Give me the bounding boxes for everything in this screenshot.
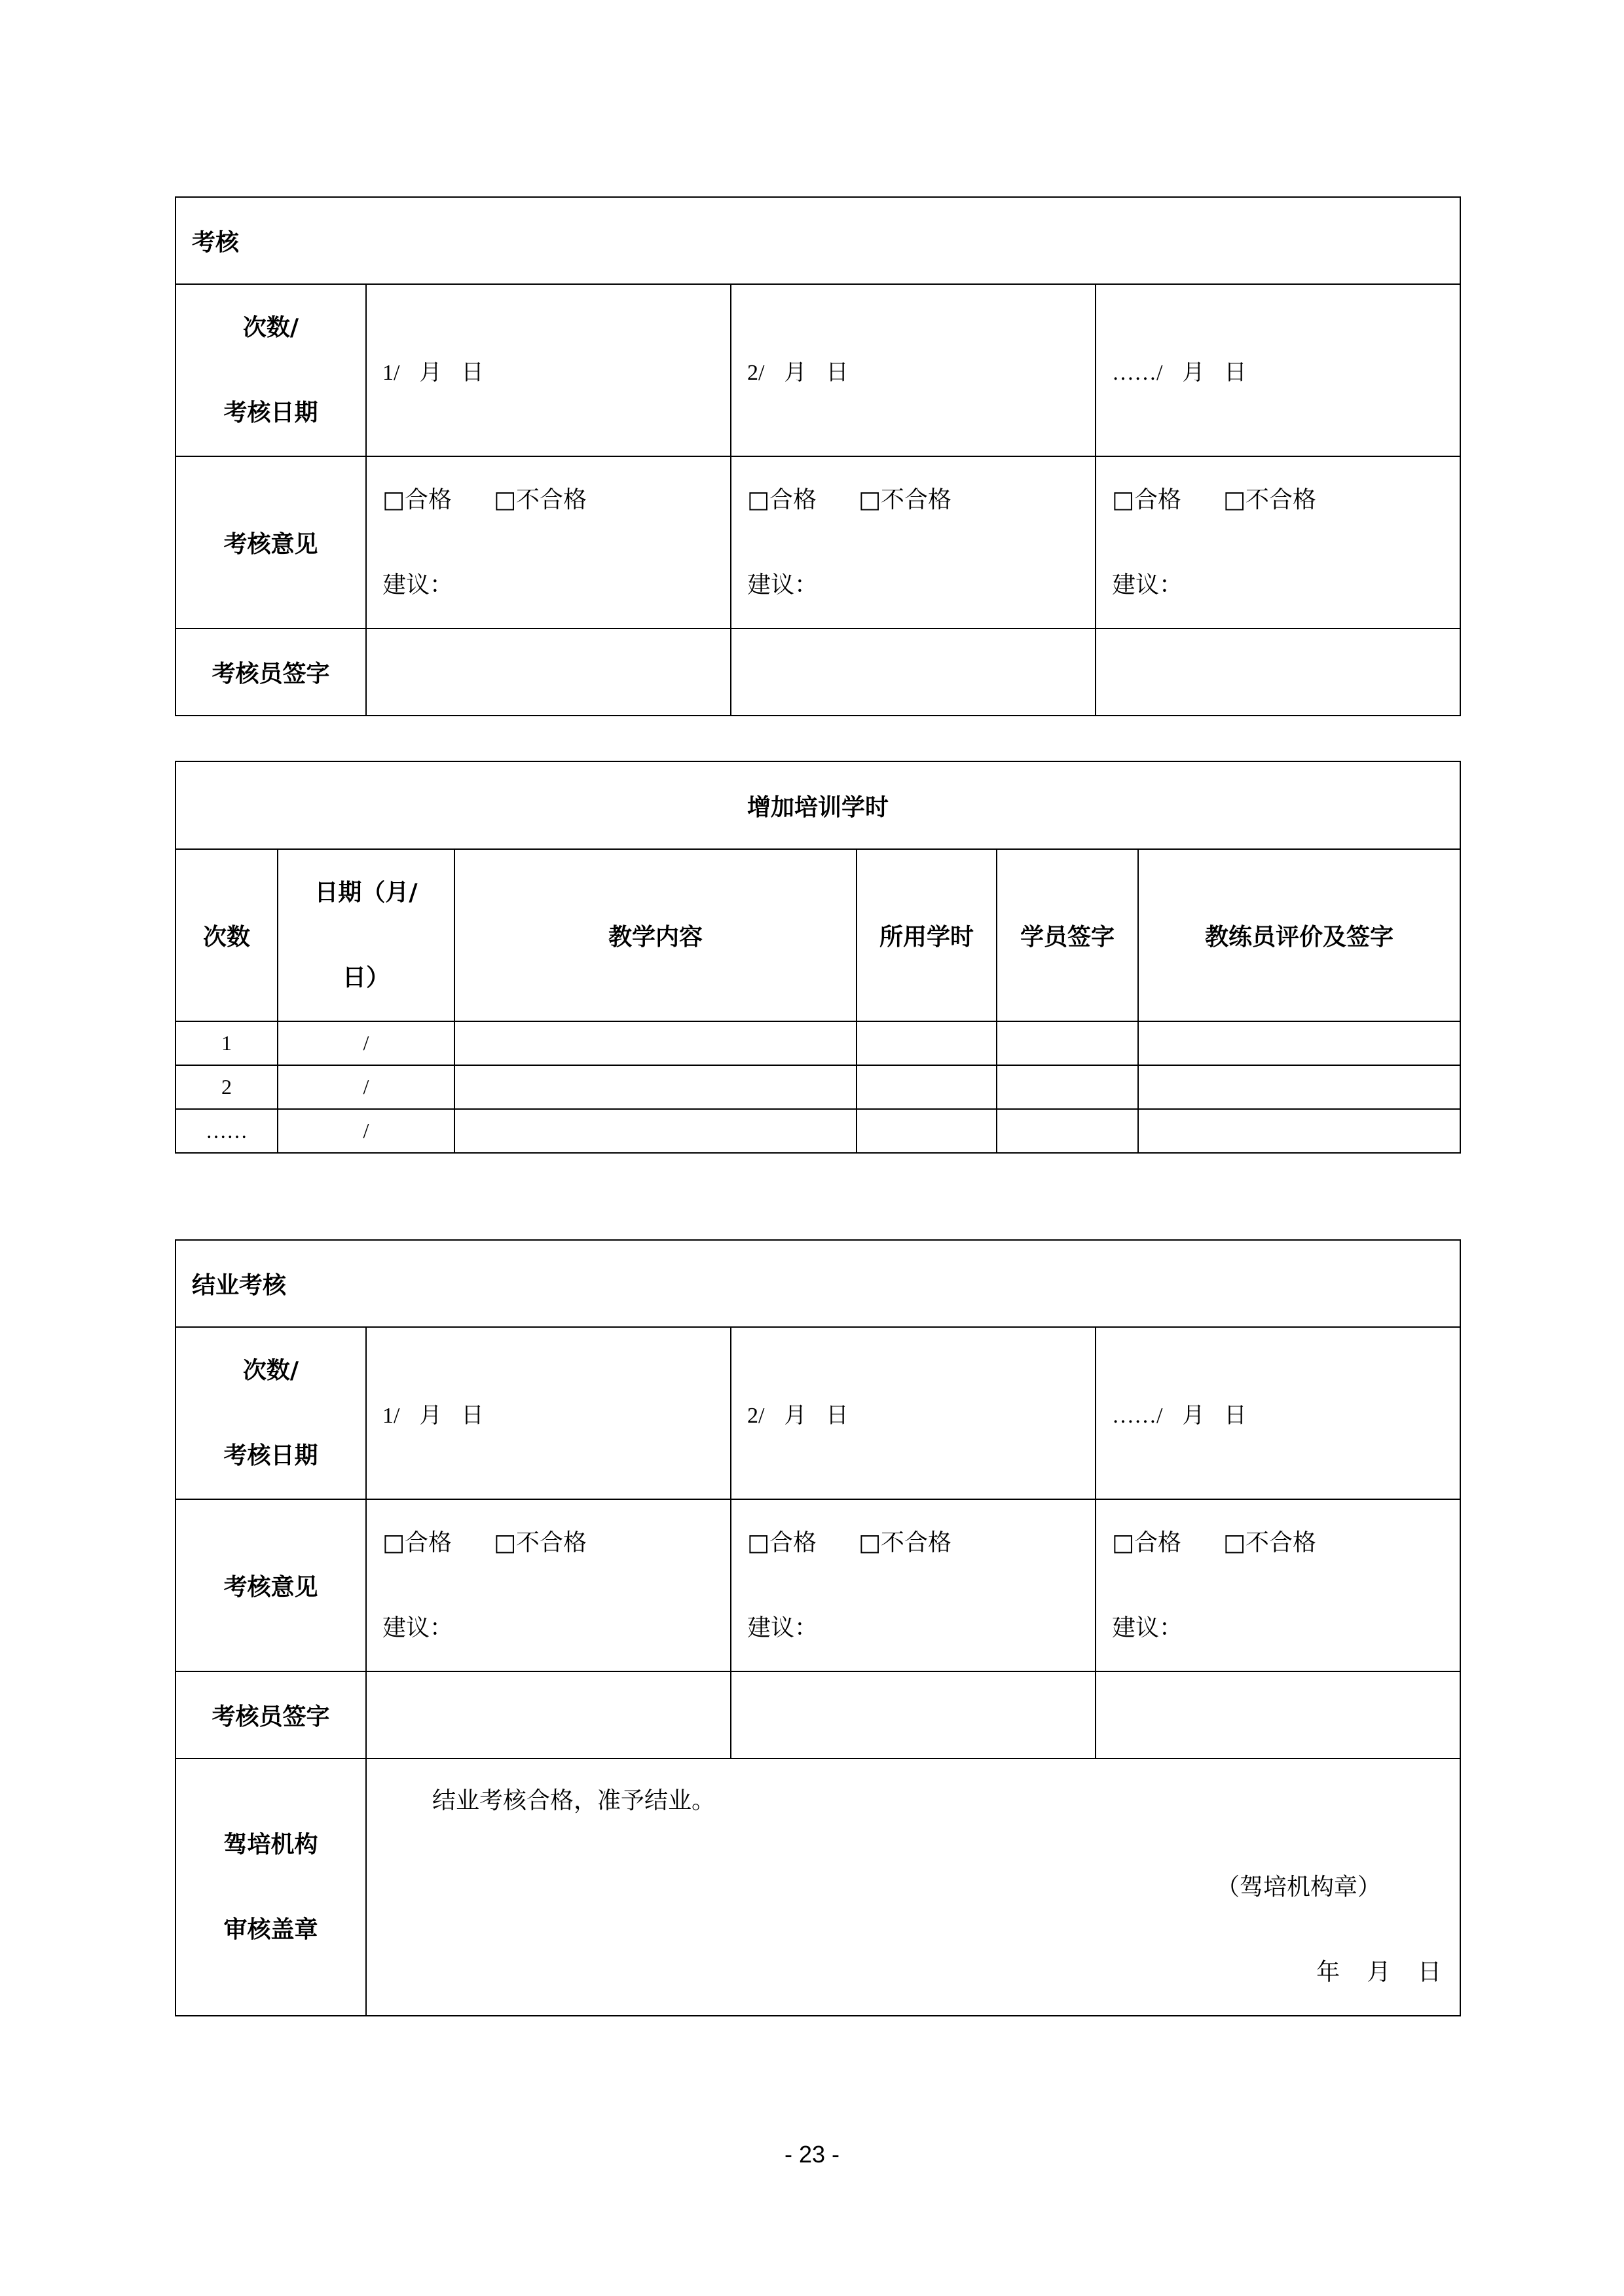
final-date-index: 1/	[382, 1404, 400, 1428]
final-org-stamp-cell[interactable]	[366, 1758, 1460, 2016]
extra-section-title: 增加培训学时	[175, 761, 1460, 849]
extra-row-hours[interactable]	[857, 1065, 997, 1109]
final-opinion-cell-2[interactable]	[731, 1499, 1096, 1671]
extra-header-student-sign: 学员签字	[997, 849, 1138, 1021]
final-date-month: 月	[419, 1404, 442, 1428]
exam-opinion-cell-3[interactable]	[1096, 456, 1460, 629]
extra-row-content[interactable]	[454, 1065, 857, 1109]
suggestion-label: 建议：	[747, 1614, 819, 1641]
final-signature-cell-3[interactable]	[1096, 1671, 1460, 1758]
final-signature-cell-2[interactable]	[731, 1671, 1096, 1758]
extra-row-coach-sign[interactable]	[1138, 1065, 1460, 1109]
final-date-day: 日	[1224, 1404, 1247, 1428]
final-exam-table	[175, 1239, 1461, 2016]
final-date-cell-3[interactable]	[1096, 1327, 1460, 1499]
extra-row-count: ……	[175, 1109, 278, 1153]
exam-date-day: 日	[826, 361, 849, 385]
extra-row-student-sign[interactable]	[997, 1021, 1138, 1065]
final-statement: 结业考核合格，准予结业。	[432, 1787, 716, 1814]
exam-date-month: 月	[1182, 361, 1205, 385]
fail-checkbox[interactable]: □不合格	[1223, 1529, 1317, 1556]
pass-checkbox[interactable]: □合格	[1112, 1529, 1182, 1556]
final-org-label	[175, 1758, 366, 2016]
exam-opinion-cell-1[interactable]	[366, 456, 731, 629]
extra-header-coach-sign: 教练员评价及签字	[1138, 849, 1460, 1021]
exam-date-label-line2: 考核日期	[223, 399, 318, 426]
final-date-day: 日	[826, 1404, 849, 1428]
final-section-title: 结业考核	[175, 1240, 1460, 1327]
pass-checkbox[interactable]: □合格	[382, 1529, 452, 1556]
exam-date-cell-3[interactable]	[1096, 284, 1460, 456]
final-date-index: 2/	[747, 1404, 765, 1428]
table-row	[175, 1065, 1460, 1109]
pass-checkbox[interactable]: □合格	[747, 1529, 817, 1556]
exam-signer-label: 考核员签字	[175, 629, 366, 716]
extra-row-hours[interactable]	[857, 1021, 997, 1065]
final-date-day: 日	[461, 1404, 484, 1428]
final-date-month: 月	[784, 1404, 807, 1428]
extra-row-date[interactable]: /	[278, 1065, 454, 1109]
exam-date-index: ……/	[1112, 361, 1163, 385]
final-date-label-line2: 考核日期	[223, 1442, 318, 1469]
page-number: - 23 -	[784, 2141, 840, 2168]
table-row	[175, 1109, 1460, 1153]
extra-header-date	[278, 849, 454, 1021]
final-date-index: ……/	[1112, 1404, 1163, 1428]
fail-checkbox[interactable]: □不合格	[494, 486, 587, 513]
final-date-cell-2[interactable]	[731, 1327, 1096, 1499]
exam-opinion-cell-2[interactable]	[731, 456, 1096, 629]
final-date-label-line1: 次数/	[242, 1357, 299, 1384]
pass-checkbox[interactable]: □合格	[382, 486, 452, 513]
final-org-label-line2: 审核盖章	[223, 1916, 318, 1943]
suggestion-label: 建议：	[382, 571, 454, 598]
extra-row-student-sign[interactable]	[997, 1109, 1138, 1153]
extra-row-date[interactable]: /	[278, 1109, 454, 1153]
suggestion-label: 建议：	[1112, 1614, 1183, 1641]
exam-date-cell-2[interactable]	[731, 284, 1096, 456]
suggestion-label: 建议：	[1112, 571, 1183, 598]
final-opinion-cell-1[interactable]	[366, 1499, 731, 1671]
final-seal-label: （驾培机构章）	[1216, 1873, 1382, 1901]
exam-date-month: 月	[784, 361, 807, 385]
extra-row-content[interactable]	[454, 1021, 857, 1065]
final-date-cell-1[interactable]	[366, 1327, 731, 1499]
final-opinion-cell-3[interactable]	[1096, 1499, 1460, 1671]
exam-date-day: 日	[461, 361, 484, 385]
suggestion-label: 建议：	[382, 1614, 454, 1641]
exam-date-day: 日	[1224, 361, 1247, 385]
exam-date-index: 1/	[382, 361, 400, 385]
extra-row-student-sign[interactable]	[997, 1065, 1138, 1109]
fail-checkbox[interactable]: □不合格	[1223, 486, 1317, 513]
extra-header-date-line1: 日期（月/	[314, 879, 418, 906]
exam-date-cell-1[interactable]	[366, 284, 731, 456]
exam-signature-cell-1[interactable]	[366, 629, 731, 716]
extra-header-count: 次数	[175, 849, 278, 1021]
pass-checkbox[interactable]: □合格	[1112, 486, 1182, 513]
exam-date-label-line1: 次数/	[242, 314, 299, 341]
extra-row-date[interactable]: /	[278, 1021, 454, 1065]
final-date-line: 年 月 日	[1316, 1958, 1442, 1986]
exam-date-month: 月	[419, 361, 442, 385]
extra-header-hours: 所用学时	[857, 849, 997, 1021]
final-date-label	[175, 1327, 366, 1499]
extra-row-count: 2	[175, 1065, 278, 1109]
final-opinion-label: 考核意见	[175, 1499, 366, 1671]
final-date-month: 月	[1182, 1404, 1205, 1428]
extra-row-coach-sign[interactable]	[1138, 1109, 1460, 1153]
fail-checkbox[interactable]: □不合格	[494, 1529, 587, 1556]
exam-date-label	[175, 284, 366, 456]
exam-opinion-label: 考核意见	[175, 456, 366, 629]
final-org-label-line1: 驾培机构	[223, 1831, 318, 1858]
exam-table	[175, 196, 1461, 716]
extra-row-hours[interactable]	[857, 1109, 997, 1153]
extra-row-count: 1	[175, 1021, 278, 1065]
fail-checkbox[interactable]: □不合格	[858, 1529, 952, 1556]
suggestion-label: 建议：	[747, 571, 819, 598]
exam-section-title: 考核	[175, 197, 1460, 284]
extra-row-content[interactable]	[454, 1109, 857, 1153]
extra-header-date-line2: 日）	[342, 964, 390, 991]
exam-signature-cell-2[interactable]	[731, 629, 1096, 716]
extra-training-table	[175, 761, 1461, 1154]
table-row	[175, 1021, 1460, 1065]
pass-checkbox[interactable]: □合格	[747, 486, 817, 513]
fail-checkbox[interactable]: □不合格	[858, 486, 952, 513]
final-signer-label: 考核员签字	[175, 1671, 366, 1758]
exam-date-index: 2/	[747, 361, 765, 385]
extra-row-coach-sign[interactable]	[1138, 1021, 1460, 1065]
extra-header-content: 教学内容	[454, 849, 857, 1021]
final-signature-cell-1[interactable]	[366, 1671, 731, 1758]
exam-signature-cell-3[interactable]	[1096, 629, 1460, 716]
